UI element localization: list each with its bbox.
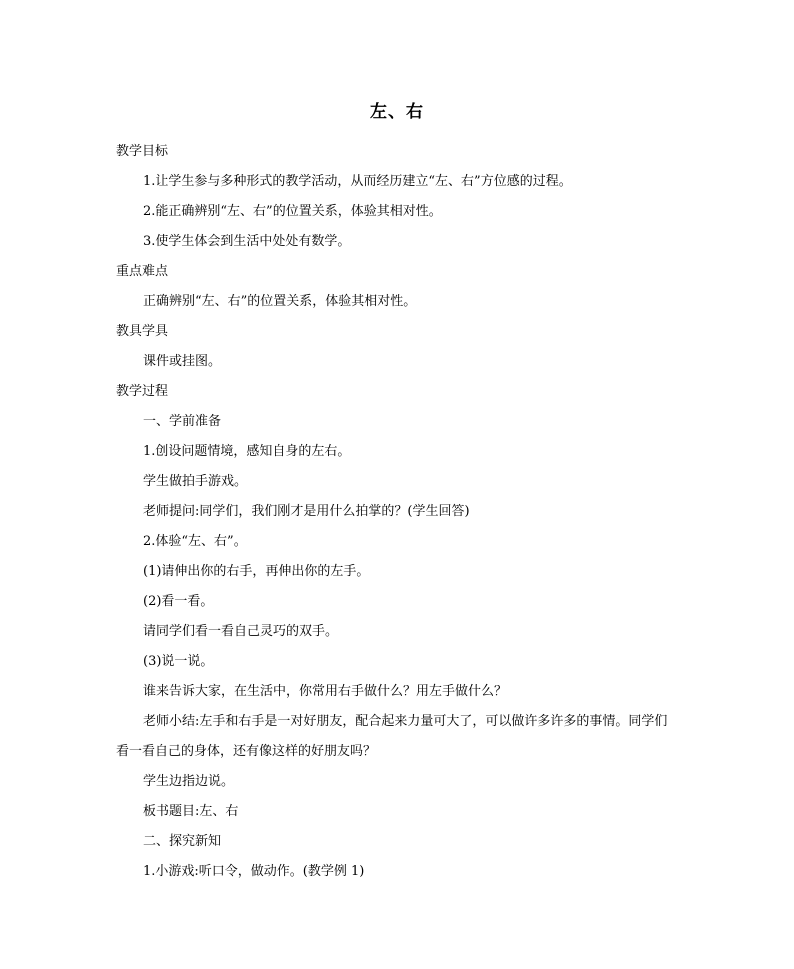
paragraph-step-2c: 请同学们看一看自己灵巧的双手。 [143,624,339,639]
paragraph-summary-b: 看一看自己的身体，还有像这样的好朋友吗？ [116,744,377,759]
document-body [116,137,686,887]
paragraph-step-2e: 谁来告诉大家，在生活中，你常用右手做什么？用左手做什么？ [143,684,508,699]
paragraph-step-2b: (2)看一看。 [143,594,214,609]
paragraph-tools-1: 课件或挂图。 [143,354,222,369]
paragraph-step-1a: 学生做拍手游戏。 [143,474,248,489]
paragraph-step-3: 1.小游戏:听口令，做动作。(教学例 1) [143,864,365,879]
paragraph-key-heading: 重点难点 [116,264,169,279]
paragraph-step-1: 1.创设问题情境，感知自身的左右。 [143,444,351,459]
paragraph-goal-heading: 教学目标 [116,144,169,159]
paragraph-step-1b: 老师提问:同学们，我们刚才是用什么拍掌的？(学生回答) [143,504,470,519]
paragraph-step-2a: (1)请伸出你的右手，再伸出你的左手。 [143,564,370,579]
paragraph-process-heading: 教学过程 [116,384,169,399]
paragraph-section-2: 二、探究新知 [143,834,222,849]
paragraph-tools-heading: 教具学具 [116,324,169,339]
paragraph-section-1: 一、学前准备 [143,414,222,429]
paragraph-step-2: 2.体验“左、右”。 [143,534,247,549]
paragraph-step-2d: (3)说一说。 [143,654,214,669]
paragraph-key-1: 正确辨别“左、右”的位置关系，体验其相对性。 [143,294,417,309]
document-title: 左、右 [370,102,424,122]
paragraph-summary-a: 老师小结:左手和右手是一对好朋友，配合起来力量可大了，可以做许多许多的事情。同学们 [143,714,668,729]
paragraph-goal-1: 1.让学生参与多种形式的教学活动，从而经历建立“左、右”方位感的过程。 [143,174,572,189]
paragraph-step-2g: 板书题目:左、右 [143,804,239,819]
paragraph-step-2f: 学生边指边说。 [143,774,235,789]
paragraph-goal-3: 3.使学生体会到生活中处处有数学。 [143,234,351,249]
paragraph-goal-2: 2.能正确辨别“左、右”的位置关系，体验其相对性。 [143,204,442,219]
